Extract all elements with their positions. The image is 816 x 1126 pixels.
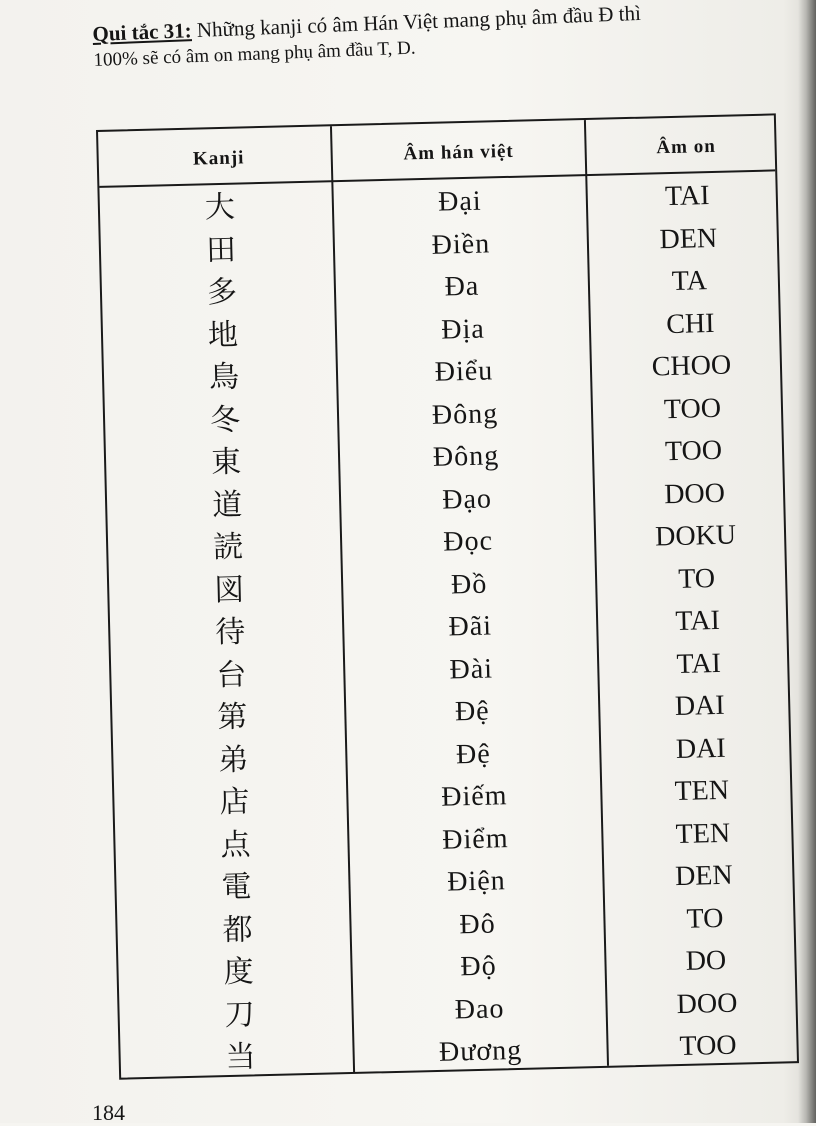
am-on-cell: TAI: [675, 604, 721, 637]
am-on-cell: TOO: [663, 392, 722, 425]
han-viet-cell: Địa: [440, 313, 486, 346]
kanji-cell: 待: [214, 614, 246, 651]
kanji-cell: 弟: [218, 741, 249, 778]
am-on-cell: DOKU: [654, 519, 737, 553]
kanji-cell: 図: [213, 572, 245, 608]
table-frame: [96, 113, 799, 1079]
han-viet-cell: Đồ: [450, 568, 488, 600]
am-on-cell: TEN: [674, 774, 730, 808]
kanji-cell: 台: [215, 656, 247, 693]
han-viet-cell: Đô: [459, 907, 496, 940]
kanji-cell: 田: [205, 232, 237, 268]
kanji-cell: 当: [225, 1039, 257, 1076]
am-on-cell: DOO: [676, 987, 738, 1020]
am-on-cell: TAI: [664, 180, 710, 213]
han-viet-cell: Đông: [431, 397, 499, 431]
kanji-cell: 鳥: [208, 359, 240, 396]
han-viet-cell: Đãi: [448, 610, 493, 643]
am-on-cell: TO: [677, 562, 716, 595]
am-on-cell: DEN: [674, 859, 734, 893]
kanji-cell: 大: [204, 189, 236, 226]
han-viet-cell: Đông: [432, 440, 500, 473]
am-on-cell: TAI: [676, 647, 722, 680]
kanji-table: [96, 113, 816, 1085]
rule-text-1: Những kanji có âm Hán Việt mang phụ âm đầu Đ thì: [191, 0, 642, 43]
han-viet-cell: Đại: [437, 185, 482, 218]
header-kanji: Kanji: [192, 147, 245, 170]
han-viet-cell: Đọc: [442, 525, 494, 558]
han-viet-cell: Đài: [449, 652, 494, 686]
kanji-cell: 電: [221, 869, 252, 906]
am-on-cell: CHOO: [651, 349, 732, 383]
kanji-cell: 多: [206, 274, 238, 311]
page-edge-shadow: [798, 0, 816, 1123]
kanji-cell: 道: [211, 487, 243, 523]
han-viet-cell: Đa: [444, 270, 480, 303]
am-on-cell: DAI: [674, 689, 725, 723]
rule-line-2: 100% sẽ có âm on mang phụ âm đầu T, D.: [93, 37, 416, 71]
han-viet-cell: Đạo: [441, 482, 493, 516]
kanji-cell: 冬: [209, 402, 241, 438]
kanji-cell: 東: [210, 444, 242, 481]
han-viet-cell: Điền: [431, 227, 491, 261]
rule-title: Qui tắc 31:: [92, 18, 193, 46]
kanji-cell: 点: [220, 826, 251, 863]
han-viet-cell: Điểm: [441, 822, 509, 856]
kanji-cell: 度: [223, 954, 255, 991]
kanji-cell: 読: [212, 529, 244, 566]
am-on-cell: CHI: [665, 307, 715, 340]
am-on-cell: TA: [671, 265, 708, 297]
am-on-cell: TEN: [675, 817, 731, 850]
rule-statement: [92, 0, 794, 74]
am-on-cell: TOO: [679, 1029, 737, 1063]
kanji-cell: 店: [219, 784, 250, 821]
han-viet-cell: Đao: [454, 992, 505, 1025]
kanji-cell: 刀: [224, 996, 256, 1033]
header-am-on: Âm on: [656, 135, 717, 159]
am-on-cell: DEN: [659, 222, 718, 255]
han-viet-cell: Đương: [438, 1034, 523, 1068]
am-on-cell: DAI: [675, 732, 727, 765]
kanji-cell: 第: [216, 699, 248, 736]
han-viet-cell: Điện: [446, 865, 507, 898]
han-viet-cell: Đệ: [454, 695, 491, 728]
am-on-cell: TOO: [664, 434, 723, 468]
han-viet-cell: Điếm: [440, 780, 508, 813]
am-on-cell: DOO: [663, 477, 726, 510]
am-on-cell: DO: [685, 944, 727, 977]
am-on-cell: TO: [686, 902, 724, 935]
kanji-cell: 都: [222, 911, 254, 948]
han-viet-cell: Điểu: [434, 355, 494, 388]
kanji-cell: 地: [207, 317, 239, 353]
han-viet-cell: Độ: [460, 950, 498, 983]
page-number: 184: [92, 1100, 125, 1125]
header-han-viet: Âm hán việt: [403, 140, 515, 165]
han-viet-cell: Đệ: [455, 738, 492, 770]
